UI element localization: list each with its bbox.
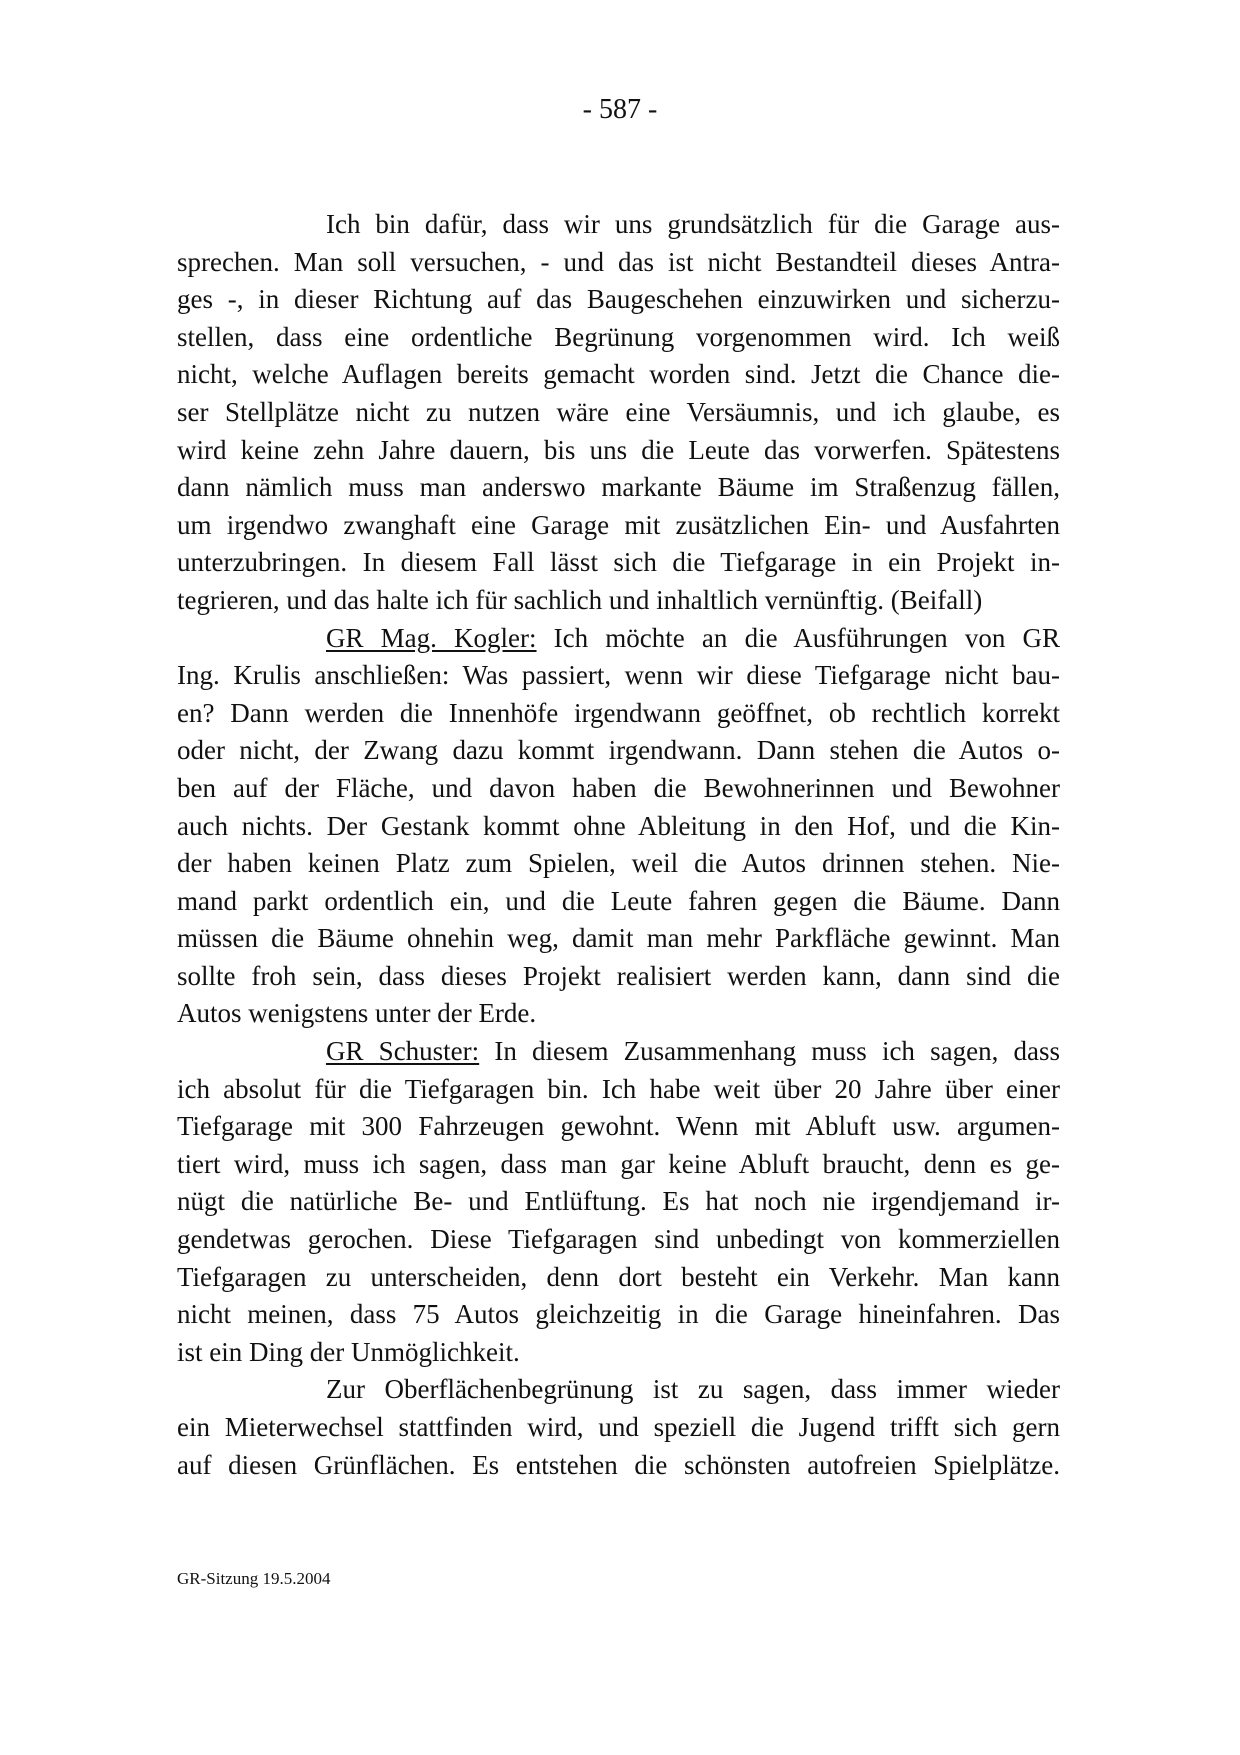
- text-line-speaker: [177, 620, 1060, 658]
- paragraph-kogler: [177, 620, 1060, 1034]
- paragraph: [177, 1371, 1060, 1484]
- text-line: sollte froh sein, dass dieses Projekt realisiert werden kann, dann sind die: [177, 960, 1060, 991]
- text-line: um irgendwo zwanghaft eine Garage mit zusätzlichen Ein- und Ausfahrten: [177, 509, 1060, 540]
- text-line: nicht, welche Auflagen bereits gemacht worden sind. Jetzt die Chance die-: [177, 359, 1060, 390]
- text-line: Tiefgarage mit 300 Fahrzeugen gewohnt. Wenn mit Abluft usw. argumen-: [177, 1111, 1060, 1142]
- text-line: Ich bin dafür, dass wir uns grundsätzlich für die Garage aus-: [326, 209, 1060, 239]
- speaker-name: GR Mag. Kogler:: [326, 622, 537, 653]
- text-line: sprechen. Man soll versuchen, - und das ist nicht Bestandteil dieses Antra-: [177, 246, 1060, 277]
- text-line: der haben keinen Platz zum Spielen, weil die Autos drinnen stehen. Nie-: [177, 848, 1060, 879]
- text-line: tiert wird, muss ich sagen, dass man gar keine Abluft braucht, denn es ge-: [177, 1148, 1060, 1179]
- text-line: Tiefgaragen zu unterscheiden, denn dort besteht ein Verkehr. Man kann: [177, 1261, 1060, 1292]
- text-line: mand parkt ordentlich ein, und die Leute fahren gegen die Bäume. Dann: [177, 885, 1060, 916]
- document-body: [177, 206, 1060, 1484]
- text-line: ich absolut für die Tiefgaragen bin. Ich habe weit über 20 Jahre über einer: [177, 1073, 1060, 1104]
- text-line: Autos wenigstens unter der Erde.: [177, 998, 537, 1029]
- text-line: auch nichts. Der Gestank kommt ohne Ableitung in den Hof, und die Kin-: [177, 810, 1060, 841]
- text-line-speaker: [177, 1033, 1060, 1071]
- text-line: dann nämlich muss man anderswo markante Bäume im Straßenzug fällen,: [177, 472, 1060, 503]
- text-line: nicht meinen, dass 75 Autos gleichzeitig in die Garage hineinfahren. Das: [177, 1299, 1060, 1330]
- text-line: nügt die natürliche Be- und Entlüftung. Es hat noch nie irgendjemand ir-: [177, 1186, 1060, 1217]
- speaker-text: In diesem Zusammenhang muss ich sagen, dass: [479, 1036, 1060, 1067]
- text-line: unterzubringen. In diesem Fall lässt sich die Tiefgarage in ein Projekt in-: [177, 547, 1060, 578]
- paragraph: [177, 206, 1060, 620]
- text-line: auf diesen Grünflächen. Es entstehen die schönsten autofreien Spielplätze.: [177, 1449, 1060, 1480]
- text-line: ist ein Ding der Unmöglichkeit.: [177, 1336, 520, 1367]
- page-number: - 587 -: [582, 94, 658, 125]
- text-line: en? Dann werden die Innenhöfe irgendwann geöffnet, ob rechtlich korrekt: [177, 697, 1060, 728]
- paragraph-schuster: [177, 1033, 1060, 1371]
- text-line: tegrieren, und das halte ich für sachlich und inhaltlich vernünftig. (Beifall): [177, 584, 983, 615]
- text-line: Zur Oberflächenbegrünung ist zu sagen, dass immer wieder: [326, 1374, 1060, 1405]
- text-line: wird keine zehn Jahre dauern, bis uns die Leute das vorwerfen. Spätestens: [177, 434, 1060, 465]
- speaker-text: Ich möchte an die Ausführungen von GR: [536, 622, 1060, 653]
- text-line: müssen die Bäume ohnehin weg, damit man mehr Parkfläche gewinnt. Man: [177, 923, 1060, 954]
- text-line: gendetwas gerochen. Diese Tiefgaragen sind unbedingt von kommerziellen: [177, 1224, 1060, 1255]
- text-line: oder nicht, der Zwang dazu kommt irgendwann. Dann stehen die Autos o-: [177, 735, 1060, 766]
- text-line: Ing. Krulis anschließen: Was passiert, wenn wir diese Tiefgarage nicht bau-: [177, 660, 1060, 691]
- footer-session-date: GR-Sitzung 19.5.2004: [177, 1569, 331, 1588]
- text-line: ein Mieterwechsel stattfinden wird, und speziell die Jugend trifft sich gern: [177, 1412, 1060, 1442]
- text-line: ser Stellplätze nicht zu nutzen wäre eine Versäumnis, und ich glaube, es: [177, 396, 1060, 427]
- text-line: ben auf der Fläche, und davon haben die Bewohnerinnen und Bewohner: [177, 772, 1060, 803]
- speaker-name: GR Schuster:: [326, 1036, 480, 1067]
- text-line: stellen, dass eine ordentliche Begrünung vorgenommen wird. Ich weiß: [177, 321, 1060, 352]
- text-line: ges -, in dieser Richtung auf das Baugeschehen einzuwirken und sicherzu-: [177, 284, 1060, 315]
